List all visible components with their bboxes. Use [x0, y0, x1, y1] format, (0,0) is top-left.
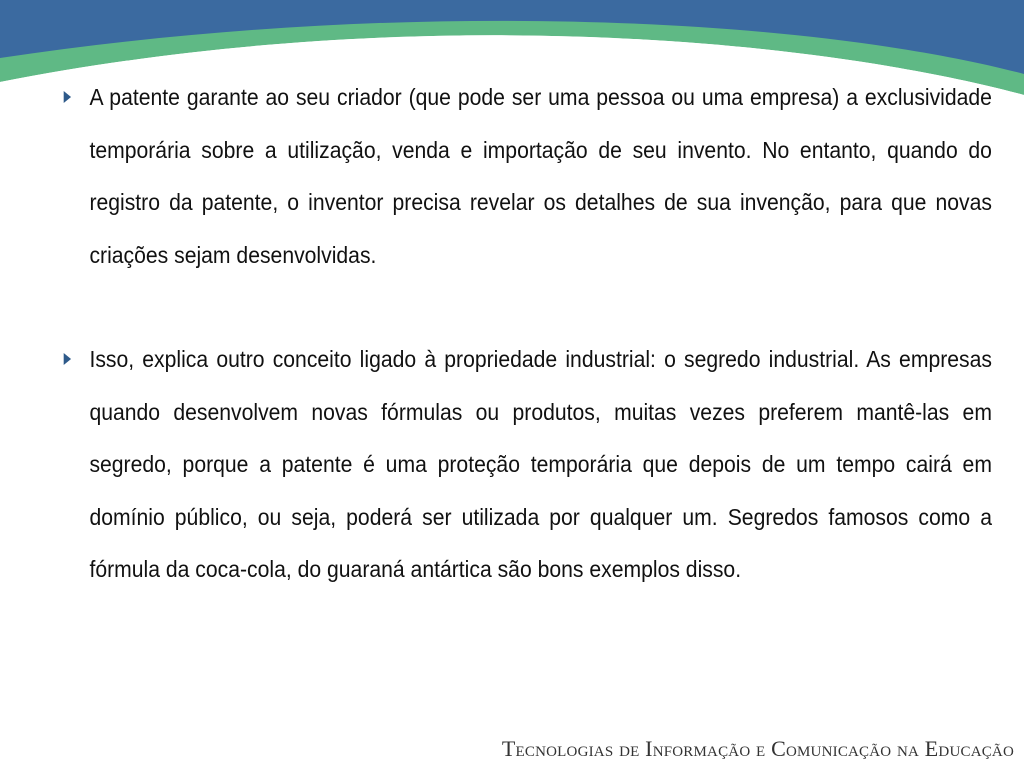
bullet-text: A patente garante ao seu criador (que pode ser uma pessoa ou uma empresa) a exclusividade temporária sobre a utilização, venda e importação de seu invento. No entanto, quando do registro da patente, o inventor precisa revelar os detalhes de sua invenção, para que novas criações sejam desenvolvidas. — [89, 84, 992, 268]
bullet-item — [60, 71, 992, 281]
bullet-item — [60, 333, 992, 596]
slide-content — [60, 71, 992, 596]
bullet-text: Isso, explica outro conceito ligado à propriedade industrial: o segredo industrial. As empresas quando desenvolvem novas fórmulas ou produtos, muitas vezes preferem mantê-las em segredo, porque a patente é uma proteção temporária que depois de um tempo cairá em domínio público, ou seja, poderá ser utilizada por qualquer um. Segredos famosos como a fórmula da coca-cola, do guaraná antártica são bons exemplos disso. — [89, 346, 992, 582]
footer-title: Tecnologias de Informação e Comunicação na Educação — [501, 736, 1014, 761]
triangle-right-icon — [64, 353, 71, 365]
triangle-right-icon — [64, 91, 71, 103]
